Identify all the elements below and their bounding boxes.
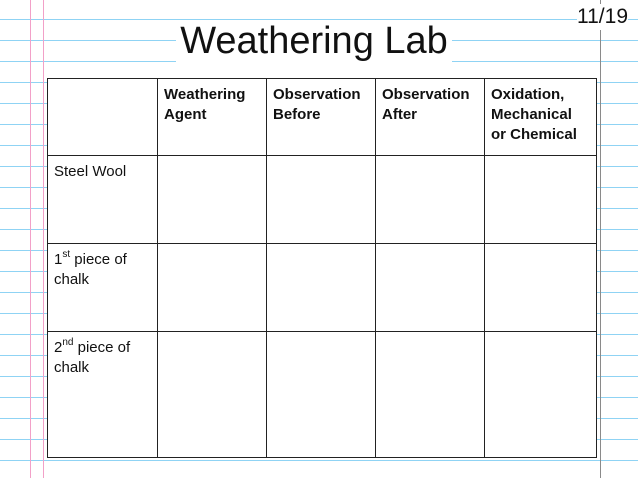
cell-weathering-agent[interactable] xyxy=(158,244,267,332)
header-cell-sample xyxy=(48,79,158,156)
row-label-text: piece of chalk xyxy=(54,339,131,376)
page-title-text: Weathering Lab xyxy=(176,20,452,62)
left-margin-line-inner xyxy=(43,0,44,478)
slide-number: 11/19 xyxy=(577,5,628,28)
cell-observation-before[interactable] xyxy=(267,332,376,458)
cell-observation-before[interactable] xyxy=(267,156,376,244)
row-label-first-chalk xyxy=(48,244,158,332)
header-cell-weathering-agent: Weathering Agent xyxy=(158,79,267,156)
header-cell-weathering-type: Oxidation, Mechanical or Chemical xyxy=(485,79,597,156)
cell-observation-after[interactable] xyxy=(376,332,485,458)
observation-table xyxy=(47,78,597,458)
page-title xyxy=(0,18,628,64)
right-margin-line xyxy=(600,0,601,478)
table-header-row xyxy=(48,79,597,156)
header-cell-observation-after: Observation After xyxy=(376,79,485,156)
cell-weathering-agent[interactable] xyxy=(158,156,267,244)
cell-weathering-agent[interactable] xyxy=(158,332,267,458)
row-label-steel-wool: Steel Wool xyxy=(48,156,158,244)
cell-weathering-type[interactable] xyxy=(485,332,597,458)
row-label-second-chalk xyxy=(48,332,158,458)
row-label-ordinal: nd xyxy=(62,337,74,348)
table-row xyxy=(48,156,597,244)
left-margin-line xyxy=(30,0,31,478)
cell-observation-before[interactable] xyxy=(267,244,376,332)
cell-observation-after[interactable] xyxy=(376,244,485,332)
table-row xyxy=(48,244,597,332)
header-cell-observation-before: Observation Before xyxy=(267,79,376,156)
cell-weathering-type[interactable] xyxy=(485,156,597,244)
cell-weathering-type[interactable] xyxy=(485,244,597,332)
cell-observation-after[interactable] xyxy=(376,156,485,244)
table-row xyxy=(48,332,597,458)
row-label-text: piece of chalk xyxy=(54,251,127,288)
row-label-number: 1 xyxy=(54,251,63,268)
row-label-ordinal: st xyxy=(62,249,71,260)
row-label-number: 2 xyxy=(54,339,63,356)
